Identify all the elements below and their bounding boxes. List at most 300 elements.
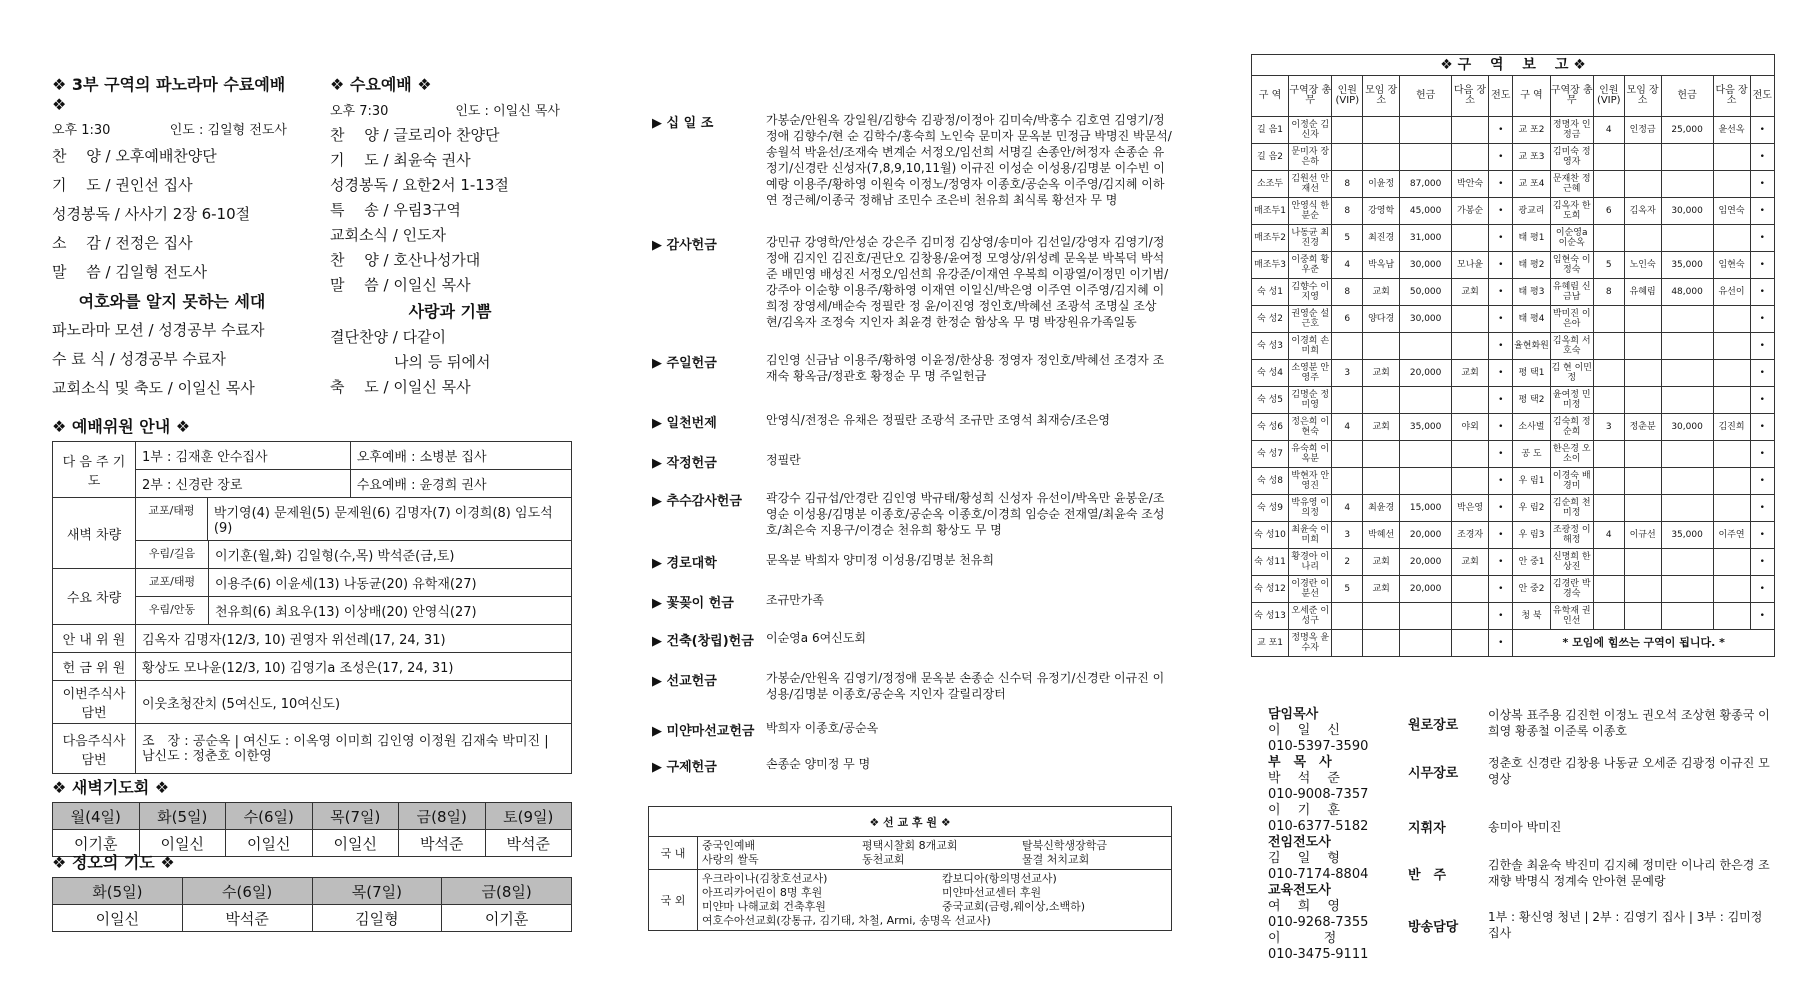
district-cell <box>1400 603 1452 630</box>
district-cell <box>1624 360 1661 387</box>
friday-extra-item-label: 교회소식 및 축도 <box>52 379 163 397</box>
district-cell <box>1713 360 1750 387</box>
district-cell <box>1400 333 1452 360</box>
friday-time: 오후 1:30 <box>52 123 111 138</box>
district-cell: 이윤정 <box>1363 171 1400 198</box>
district-header: 헌금 <box>1661 76 1713 117</box>
district-cell <box>1713 603 1750 630</box>
wednesday-sermon-title: 사랑과 기쁨 <box>408 302 492 321</box>
district-cell: 숙 성12 <box>1252 576 1289 603</box>
district-header: 모임 장소 <box>1624 76 1661 117</box>
district-cell: 유학재 권인선 <box>1550 603 1593 630</box>
district-cell: 문미자 장은하 <box>1289 144 1332 171</box>
district-cell: 우 림1 <box>1513 468 1550 495</box>
district-cell: • <box>1750 144 1774 171</box>
district-cell: • <box>1489 630 1513 657</box>
friday-service <box>52 72 292 403</box>
district-cell <box>1661 468 1713 495</box>
district-cell: • <box>1750 333 1774 360</box>
offering-names: 박희자 이종호/공순옥 <box>766 721 879 735</box>
noon-prayer-leader: 김일형 <box>312 905 442 932</box>
district-cell: 최진경 <box>1363 225 1400 252</box>
offering-committee-label: 헌 금 위 원 <box>53 653 136 681</box>
district-cell <box>1624 468 1661 495</box>
district-cell: • <box>1489 279 1513 306</box>
district-cell <box>1452 144 1489 171</box>
district-cell: 태 평1 <box>1513 225 1550 252</box>
offering-row <box>652 720 1172 739</box>
district-cell <box>1452 117 1489 144</box>
wednesday-item <box>330 273 570 298</box>
offering-names: 곽강수 김규섭/안경란 김인영 박규태/황성희 신성자 유선이/박옥만 윤봉운/조영순 이성용/김명분 이종호/공순옥 이종호/이경희 임승순 전재열/최윤숙 조성호/최은숙 지용구/이경순 천유희 황상도 무 명 <box>766 491 1165 537</box>
wed-car-label: 수요 차량 <box>53 569 136 625</box>
district-cell: 8 <box>1332 279 1363 306</box>
district-header: 인원 (VIP) <box>1593 76 1624 117</box>
district-cell <box>1593 144 1624 171</box>
wednesday-closing-item-value: 이일신 목사 <box>393 378 471 396</box>
edu-evangelist-label: 교육전도사 <box>1268 883 1331 898</box>
next-prayer-label: 다 음 주 기 도 <box>53 442 136 498</box>
district-cell <box>1593 549 1624 576</box>
wednesday-item <box>330 173 570 198</box>
wednesday-closing-item-label: 축 도 <box>330 378 379 396</box>
offering-label: ▶ 선교헌금 <box>652 674 717 689</box>
district-cell: 이중희 황우준 <box>1289 252 1332 279</box>
district-cell: 4 <box>1332 495 1363 522</box>
wednesday-service-heading: ❖ 수요예배 ❖ <box>330 75 432 94</box>
meal-next-week-value: 조 장 : 공순옥 | 여신도 : 이옥영 이미희 김인영 이정원 김재숙 박미진 | 남신도 : 정춘호 이한영 <box>136 724 572 774</box>
wednesday-item-value: 이일신 목사 <box>393 276 471 294</box>
district-note: * 모임에 힘쓰는 구역이 됩니다. * <box>1513 630 1775 657</box>
offering-label: ▶ 추수감사헌금 <box>652 494 742 509</box>
district-row <box>1252 603 1775 630</box>
district-cell: • <box>1750 468 1774 495</box>
district-cell: 이경숙 배경미 <box>1550 468 1593 495</box>
edu-evangelist-1-phone: 010-9268-7355 <box>1268 915 1369 930</box>
district-cell: 우 림3 <box>1513 522 1550 549</box>
district-cell <box>1452 306 1489 333</box>
dawn-car-names-1: 박기영(4) 문제원(5) 문제원(6) 김명자(7) 이경희(8) 임도석(9) <box>213 506 553 536</box>
staff-role-row <box>1408 817 1773 836</box>
district-cell <box>1661 333 1713 360</box>
district-cell <box>1332 387 1363 414</box>
district-cell: 8 <box>1593 279 1624 306</box>
district-cell: • <box>1750 252 1774 279</box>
district-cell <box>1332 144 1363 171</box>
district-cell: • <box>1750 387 1774 414</box>
district-row <box>1252 495 1775 522</box>
offering-row <box>652 670 1172 702</box>
noon-prayer-heading: ❖ 정오의 기도 ❖ <box>52 853 175 872</box>
wednesday-item-label: 말 씀 <box>330 276 379 294</box>
mission-foreign-item: 미얀마선교센터 후원 <box>942 886 1042 899</box>
district-header: 헌금 <box>1400 76 1452 117</box>
offering-label: ▶ 구제헌금 <box>652 760 717 775</box>
wednesday-item-label: 찬 양 <box>330 251 379 269</box>
dawn-car-names-2: 이기훈(월,화) 김일형(수,목) 박석준(금,토) <box>215 549 455 564</box>
district-cell: 6 <box>1593 198 1624 225</box>
staff-role-value: 정춘호 신경란 김창용 나동균 오세준 김광정 이규진 모영상 <box>1488 756 1770 786</box>
district-cell: 교 포4 <box>1513 171 1550 198</box>
district-cell <box>1593 171 1624 198</box>
district-cell: 30,000 <box>1400 252 1452 279</box>
wednesday-closing-separator: / <box>387 328 403 346</box>
district-cell: • <box>1750 279 1774 306</box>
district-cell: 25,000 <box>1661 117 1713 144</box>
district-cell: 야외 <box>1452 414 1489 441</box>
district-cell: • <box>1750 522 1774 549</box>
district-cell: • <box>1750 495 1774 522</box>
wednesday-item-value: 최윤숙 권사 <box>393 151 471 169</box>
district-cell <box>1593 306 1624 333</box>
district-row <box>1252 252 1775 279</box>
offering-committee-value: 황상도 모나윤(12/3, 10) 김영기a 조성은(17, 24, 31) <box>136 653 572 681</box>
dawn-prayer-heading: ❖ 새벽기도회 ❖ <box>52 778 170 797</box>
district-cell: 숙 성9 <box>1252 495 1289 522</box>
dawn-prayer-day: 수(6일) <box>226 803 313 830</box>
district-cell <box>1713 576 1750 603</box>
district-header: 구 역 <box>1513 76 1550 117</box>
friday-item <box>52 229 292 258</box>
district-cell: • <box>1489 117 1513 144</box>
staff-role-row <box>1408 755 1773 787</box>
friday-extra-item-value: 성경공부 수료자 <box>158 321 265 339</box>
district-cell: 3 <box>1332 360 1363 387</box>
district-cell: 숙 성11 <box>1252 549 1289 576</box>
district-cell: 박현자 안영진 <box>1289 468 1332 495</box>
pastor-label: 담임목사 <box>1268 707 1319 722</box>
district-cell <box>1400 468 1452 495</box>
friday-item-value: 권인선 집사 <box>115 176 193 194</box>
dawn-prayer-leader: 이일신 <box>139 830 226 857</box>
wednesday-item-value: 우림3구역 <box>393 201 461 219</box>
wednesday-item-value: 글로리아 찬양단 <box>393 126 500 144</box>
dawn-prayer-day: 목(7일) <box>312 803 399 830</box>
district-cell: 교회 <box>1363 414 1400 441</box>
district-cell <box>1363 630 1400 657</box>
meal-next-week-label: 다음주식사담번 <box>53 724 136 774</box>
wednesday-service <box>330 72 570 400</box>
offering-row <box>652 234 1172 330</box>
district-cell: 3 <box>1332 522 1363 549</box>
district-cell <box>1661 576 1713 603</box>
district-cell: 유혜림 <box>1624 279 1661 306</box>
friday-item <box>52 142 292 171</box>
usher-value: 김옥자 김명자(12/3, 10) 권영자 위선례(17, 24, 31) <box>136 625 572 653</box>
district-cell: 35,000 <box>1661 252 1713 279</box>
district-cell <box>1593 603 1624 630</box>
mission-foreign-item: 중국교회(금령,웨이상,소백하) <box>942 900 1086 913</box>
dawn-car-route-1: 교포/태평 <box>136 498 208 540</box>
district-cell: 공 도 <box>1513 441 1550 468</box>
district-cell: 윤선옥 <box>1713 117 1750 144</box>
mission-support-table <box>648 806 1172 931</box>
district-cell <box>1332 441 1363 468</box>
dawn-car-label: 새벽 차량 <box>53 498 136 569</box>
district-cell <box>1400 387 1452 414</box>
district-cell: 박유영 이의정 <box>1289 495 1332 522</box>
district-cell <box>1713 306 1750 333</box>
district-cell: 김미숙 정영자 <box>1550 144 1593 171</box>
district-cell: 교 포3 <box>1513 144 1550 171</box>
district-cell: 이규선 <box>1624 522 1661 549</box>
district-cell: • <box>1750 117 1774 144</box>
district-cell: 15,000 <box>1400 495 1452 522</box>
wednesday-item <box>330 148 570 173</box>
offering-row <box>652 630 1172 649</box>
district-cell: 최윤경 <box>1363 495 1400 522</box>
mission-foreign-item: 아프리카어린이 8명 후원 <box>702 886 823 899</box>
district-cell: 소사벌 <box>1513 414 1550 441</box>
friday-separator: / <box>100 234 116 252</box>
district-cell: 임현숙 이정숙 <box>1550 252 1593 279</box>
district-cell: • <box>1489 171 1513 198</box>
district-cell: 20,000 <box>1400 549 1452 576</box>
district-cell: 5 <box>1593 252 1624 279</box>
mission-support-heading: ❖ 선 교 후 원 ❖ <box>649 807 1172 837</box>
friday-extra-item-value: 이일신 목사 <box>177 379 255 397</box>
district-cell: 이경란 이분선 <box>1289 576 1332 603</box>
district-cell: 길 음2 <box>1252 144 1289 171</box>
offering-names: 김인영 신금남 이용주/황하영 이윤정/한상용 정영자 정인호/박혜선 조경자 조재숙 황옥금/정관호 황정순 무 명 주일헌금 <box>766 353 1165 383</box>
district-cell <box>1452 225 1489 252</box>
district-cell: 김옥희 서호숙 <box>1550 333 1593 360</box>
district-row <box>1252 387 1775 414</box>
offering-label: ▶ 꽃꽂이 헌금 <box>652 596 734 611</box>
district-cell <box>1332 333 1363 360</box>
district-cell <box>1624 576 1661 603</box>
district-cell: 숙 성8 <box>1252 468 1289 495</box>
district-cell: 숙 성7 <box>1252 441 1289 468</box>
offering-row <box>652 412 1172 431</box>
dawn-prayer-leader: 박석준 <box>485 830 572 857</box>
district-cell <box>1332 117 1363 144</box>
pastor-phone: 010-5397-3590 <box>1268 739 1369 754</box>
friday-separator: / <box>109 205 125 223</box>
district-cell: 교회 <box>1363 549 1400 576</box>
mission-domestic-item: 물결 처치교회 <box>1022 853 1090 866</box>
wednesday-item-label: 특 송 <box>330 201 379 219</box>
wednesday-closing-item <box>330 375 570 400</box>
worship-committee-table <box>52 441 572 774</box>
wednesday-separator: / <box>387 226 403 244</box>
district-cell <box>1363 333 1400 360</box>
district-cell: 안 중2 <box>1513 576 1550 603</box>
district-cell: • <box>1489 333 1513 360</box>
district-header: 다음 장소 <box>1713 76 1750 117</box>
district-row <box>1252 144 1775 171</box>
district-cell <box>1713 144 1750 171</box>
district-cell: 정명자 인정금 <box>1550 117 1593 144</box>
noon-prayer-day: 화(5일) <box>53 878 183 905</box>
assoc-pastor-1-name: 박 석 준 <box>1268 771 1340 786</box>
district-cell: 박혜선 <box>1363 522 1400 549</box>
next-prayer-1a: 1부 : 김재훈 안수집사 <box>136 442 351 470</box>
wednesday-closing-item-value: 다같이 <box>402 328 447 346</box>
district-cell: • <box>1750 360 1774 387</box>
wednesday-separator: / <box>378 276 394 294</box>
district-cell <box>1661 549 1713 576</box>
wednesday-item-label: 기 도 <box>330 151 379 169</box>
district-header: 구역장 총무 <box>1550 76 1593 117</box>
district-cell: 가봉순 <box>1452 198 1489 225</box>
district-cell <box>1363 441 1400 468</box>
district-cell: 박미진 이은아 <box>1550 306 1593 333</box>
offering-label: ▶ 감사헌금 <box>652 238 717 253</box>
district-header: 구 역 <box>1252 76 1289 117</box>
district-cell: 인정금 <box>1624 117 1661 144</box>
district-cell: 50,000 <box>1400 279 1452 306</box>
offering-label: ▶ 일천번제 <box>652 416 717 431</box>
offering-names: 조규만가족 <box>766 593 824 607</box>
district-cell: 숙 성1 <box>1252 279 1289 306</box>
friday-separator: / <box>100 147 116 165</box>
wednesday-closing-item-value: 나의 등 뒤에서 <box>394 353 491 371</box>
wed-car-names-1: 이용주(6) 이윤세(13) 나동균(20) 유학재(27) <box>215 577 477 592</box>
offering-names: 가봉순/안원옥 강일원/김향숙 김광정/이정아 김미숙/박홍수 김호연 김영기/정정애 김향수/현 순 김학수/홍숙희 노인숙 문미자 문옥분 민정금 박명진 박문석/송월석 박윤선/조재숙 변계순 서정오/임선희 서명길 손종안/허정자 손종순 유정기/신경란 신성자(7,8,9,10,11월) 이규진 이성순 이성용/김명분 이수빈 이예랑 이용주/황하영 이원숙 이정노/정영자 이종호/공순옥 이주영/김지혜 이하연 정근혜/이종국 정해남 조민수 조은비 천유희 최식록 황선자 무 명 <box>766 113 1172 207</box>
district-cell: 교회 <box>1452 549 1489 576</box>
staff-role-value: 1부 : 황신영 청년 | 2부 : 김영기 집사 | 3부 : 김미정 집사 <box>1488 910 1763 940</box>
district-cell <box>1593 360 1624 387</box>
district-header: 인원 (VIP) <box>1332 76 1363 117</box>
offering-label: ▶ 주일헌금 <box>652 356 717 371</box>
district-cell: 한은경 오소이 <box>1550 441 1593 468</box>
district-cell <box>1661 387 1713 414</box>
wednesday-item <box>330 198 570 223</box>
district-cell: 소영분 안영주 <box>1289 360 1332 387</box>
district-cell <box>1713 468 1750 495</box>
dawn-prayer <box>52 775 572 857</box>
staff-role-row <box>1408 857 1773 889</box>
offering-names: 문옥분 박희자 양미정 이성용/김명분 천유희 <box>766 553 994 567</box>
wednesday-item <box>330 123 570 148</box>
friday-service-heading: ❖ 3부 구역의 파노라마 수료예배 ❖ <box>52 75 286 114</box>
assoc-pastor-2-name: 이 기 훈 <box>1268 803 1340 818</box>
staff-role-row <box>1408 909 1773 941</box>
district-cell <box>1400 441 1452 468</box>
district-cell: 박은영 <box>1452 495 1489 522</box>
district-cell: • <box>1489 198 1513 225</box>
friday-item <box>52 258 292 287</box>
district-cell <box>1661 495 1713 522</box>
friday-item-label: 찬 양 <box>52 147 101 165</box>
district-cell: 30,000 <box>1661 414 1713 441</box>
wednesday-separator: / <box>387 176 403 194</box>
edu-evangelist-2-name: 이 정 <box>1268 931 1337 946</box>
district-cell: 6 <box>1332 306 1363 333</box>
district-cell <box>1593 387 1624 414</box>
offering-names: 이순영a 6여신도회 <box>766 631 866 645</box>
district-cell: 숙 성6 <box>1252 414 1289 441</box>
district-cell: 황경아 이나리 <box>1289 549 1332 576</box>
offering-row <box>652 552 1172 571</box>
district-cell: • <box>1750 576 1774 603</box>
district-cell <box>1452 441 1489 468</box>
district-cell: 안영식 한분순 <box>1289 198 1332 225</box>
district-cell: 유혜림 신금남 <box>1550 279 1593 306</box>
district-cell: • <box>1750 171 1774 198</box>
staff-role-label: 반 주 <box>1408 867 1447 883</box>
next-prayer-2b: 수요예배 : 윤경희 권사 <box>350 470 571 498</box>
district-cell: 김명순 정미영 <box>1289 387 1332 414</box>
district-row <box>1252 630 1775 657</box>
mission-domestic-item: 사랑의 쌀독 <box>702 853 759 866</box>
district-cell: 5 <box>1332 576 1363 603</box>
district-cell: 길 음1 <box>1252 117 1289 144</box>
district-cell <box>1713 495 1750 522</box>
wednesday-leader: 인도 : 이일신 목사 <box>455 104 560 119</box>
district-cell: 윤여정 민미정 <box>1550 387 1593 414</box>
offering-names: 손종순 양미정 무 명 <box>766 757 871 771</box>
district-cell: • <box>1750 441 1774 468</box>
district-cell <box>1452 630 1489 657</box>
district-cell: • <box>1489 387 1513 414</box>
mission-foreign-item: 캄보디아(항의명선교사) <box>942 872 1057 885</box>
assoc-pastor-2-phone: 010-6377-5182 <box>1268 819 1369 834</box>
district-cell <box>1624 495 1661 522</box>
district-cell: 박옥남 <box>1363 252 1400 279</box>
district-cell <box>1661 603 1713 630</box>
offering-row <box>652 452 1172 471</box>
wednesday-closing-item <box>330 350 570 375</box>
staff-role-row <box>1408 707 1773 739</box>
noon-prayer-leader: 이기훈 <box>442 905 572 932</box>
district-cell: 5 <box>1332 225 1363 252</box>
district-cell: 임현숙 <box>1713 252 1750 279</box>
district-cell <box>1624 333 1661 360</box>
offering-row <box>652 352 1172 384</box>
dawn-prayer-leader: 이일신 <box>226 830 313 857</box>
mission-domestic-item: 탈북신학생장학금 <box>1022 839 1108 852</box>
worship-committee <box>52 414 572 774</box>
wednesday-item <box>330 223 570 248</box>
friday-item <box>52 200 292 229</box>
district-cell: 강영학 <box>1363 198 1400 225</box>
noon-prayer-day: 목(7일) <box>312 878 442 905</box>
district-cell <box>1593 576 1624 603</box>
district-cell: • <box>1489 549 1513 576</box>
district-cell: 교회 <box>1363 360 1400 387</box>
staff-role-value: 송미아 박미진 <box>1488 819 1562 834</box>
district-cell: 8 <box>1332 198 1363 225</box>
district-header: 전도 <box>1489 76 1513 117</box>
district-cell: • <box>1489 252 1513 279</box>
district-cell: 정춘분 <box>1624 414 1661 441</box>
district-cell: 35,000 <box>1661 522 1713 549</box>
district-cell: 문재찬 정근혜 <box>1550 171 1593 198</box>
evangelist-phone: 010-7174-8804 <box>1268 867 1369 882</box>
district-cell: 48,000 <box>1661 279 1713 306</box>
friday-item-value: 전정은 집사 <box>115 234 193 252</box>
staff-role-value: 이상복 표주용 김진헌 이정노 권오석 조상현 황종국 이희영 황종철 이준록 이종호 <box>1488 708 1770 738</box>
district-row <box>1252 360 1775 387</box>
district-cell: 김원선 안재선 <box>1289 171 1332 198</box>
district-cell: 3 <box>1593 414 1624 441</box>
district-cell: 45,000 <box>1400 198 1452 225</box>
district-cell: 교회 <box>1452 360 1489 387</box>
friday-extra-separator: / <box>105 350 120 368</box>
district-cell <box>1661 144 1713 171</box>
district-row <box>1252 522 1775 549</box>
district-cell: 김순희 천미정 <box>1550 495 1593 522</box>
district-cell: 30,000 <box>1661 198 1713 225</box>
district-cell <box>1400 117 1452 144</box>
district-cell: 숙 성10 <box>1252 522 1289 549</box>
district-cell: 8 <box>1332 171 1363 198</box>
district-cell: 교 포1 <box>1252 630 1289 657</box>
offering-row <box>652 490 1172 538</box>
district-cell <box>1661 225 1713 252</box>
